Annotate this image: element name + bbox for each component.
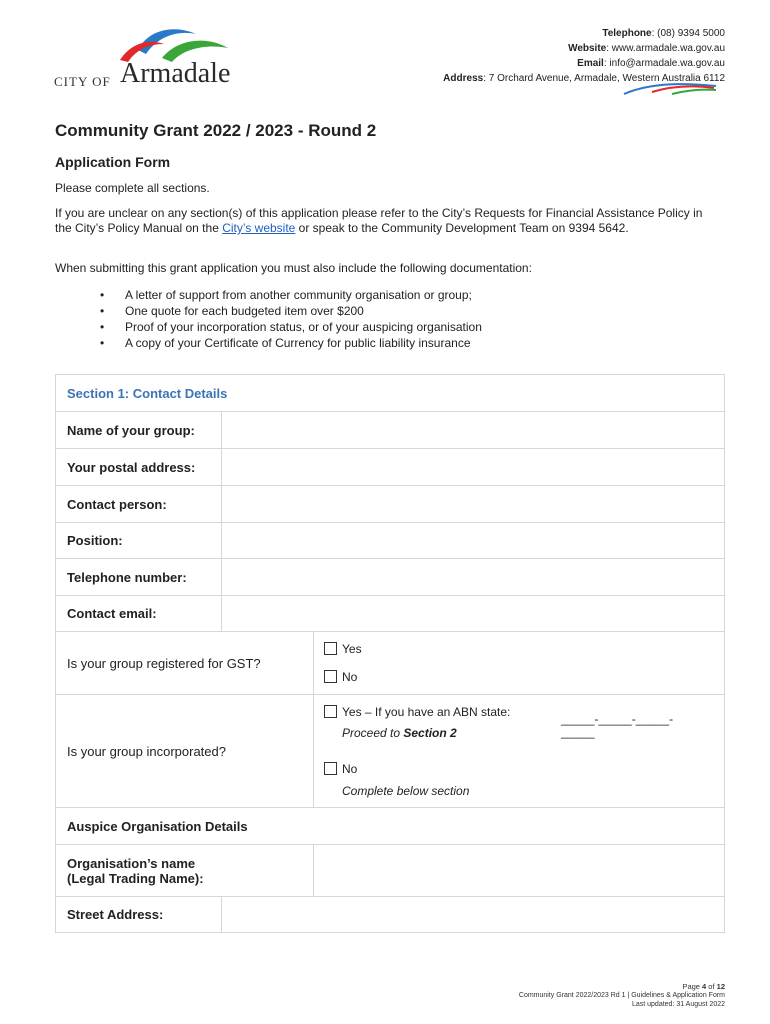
contact-email-field[interactable] [221,596,724,631]
intro-text: Please complete all sections. [55,181,210,195]
postal-address-label: Your postal address: [67,459,196,475]
street-address-label: Street Address: [67,907,164,922]
logo-name-text: Armadale [120,58,231,89]
position-field[interactable] [221,523,724,558]
org-name-field[interactable] [313,845,724,896]
gst-no-option[interactable]: No [324,670,357,684]
list-item: • A copy of your Certificate of Currency for public liability insurance [100,335,482,351]
auspice-title: Auspice Organisation Details [67,818,248,834]
decorative-swoosh-icon [622,80,718,98]
gst-question: Is your group registered for GST? [67,655,261,671]
documentation-intro: When submitting this grant application you must also include the following documentation: [55,261,532,275]
document-reference: Community Grant 2022/2023 Rd 1 | Guidelines & Application Form [518,992,725,999]
contact-website: Website: www.armadale.wa.gov.au [568,43,725,54]
list-item: • One quote for each budgeted item over $200 [100,303,482,319]
group-name-field[interactable] [221,412,724,448]
contact-email-label: Contact email: [67,606,157,621]
contact-address: Address: 7 Orchard Avenue, Armadale, Western Australia 6112 [443,73,725,84]
contact-email: Email: info@armadale.wa.gov.au [577,58,725,69]
postal-address-field[interactable] [221,449,724,485]
gst-yes-checkbox[interactable] [324,642,337,655]
contact-details-form [55,374,725,933]
page-footer [519,982,725,1009]
incorporated-no-option[interactable]: No [324,762,357,776]
contact-telephone: Telephone: (08) 9394 5000 [602,28,725,39]
contact-block [443,26,725,86]
logo-city-text: CITY OF [54,74,111,89]
incorporated-options [313,695,724,807]
citys-website-link[interactable]: City’s website [222,221,296,235]
gst-no-checkbox[interactable] [324,670,337,683]
gst-options [313,632,724,694]
unclear-paragraph: If you are unclear on any section(s) of this application please refer to the City’s Requests for Financial Assistance Policy in the City’s Policy Manual on the City’s website or speak to the Community Development Team on 9394 5642. [55,206,703,235]
contact-person-field[interactable] [221,486,724,522]
list-item: • Proof of your incorporation status, or of your auspicing organisation [100,319,482,335]
last-updated: Last updated: 31 August 2022 [631,1001,725,1008]
group-name-label: Name of your group: [67,422,195,438]
page-title: Community Grant 2022 / 2023 - Round 2 [55,121,377,140]
documentation-list [100,287,482,351]
list-item: • A letter of support from another community organisation or group; [100,287,482,303]
position-label: Position: [67,533,123,548]
complete-below-note: Complete below section [342,784,470,798]
telephone-label: Telephone number: [67,569,187,585]
telephone-field[interactable] [221,559,724,595]
section-1-title: Section 1: Contact Details [67,385,228,401]
proceed-note: Proceed to Section 2 [342,726,457,740]
contact-person-label: Contact person: [67,496,167,512]
incorporated-yes-checkbox[interactable] [324,705,337,718]
org-name-label: Organisation’s name (Legal Trading Name): [67,855,204,886]
incorporated-no-checkbox[interactable] [324,762,337,775]
page-number: Page 4 of 12 [682,982,725,991]
incorporated-yes-option[interactable]: Yes – If you have an ABN state: [324,705,510,719]
form-subtitle: Application Form [55,154,171,170]
incorporated-question: Is your group incorporated? [67,743,226,759]
abn-entry[interactable]: _____-_____-_____- _____ [561,712,674,739]
street-address-field[interactable] [221,897,724,932]
gst-yes-option[interactable]: Yes [324,642,362,656]
city-logo [52,22,247,94]
